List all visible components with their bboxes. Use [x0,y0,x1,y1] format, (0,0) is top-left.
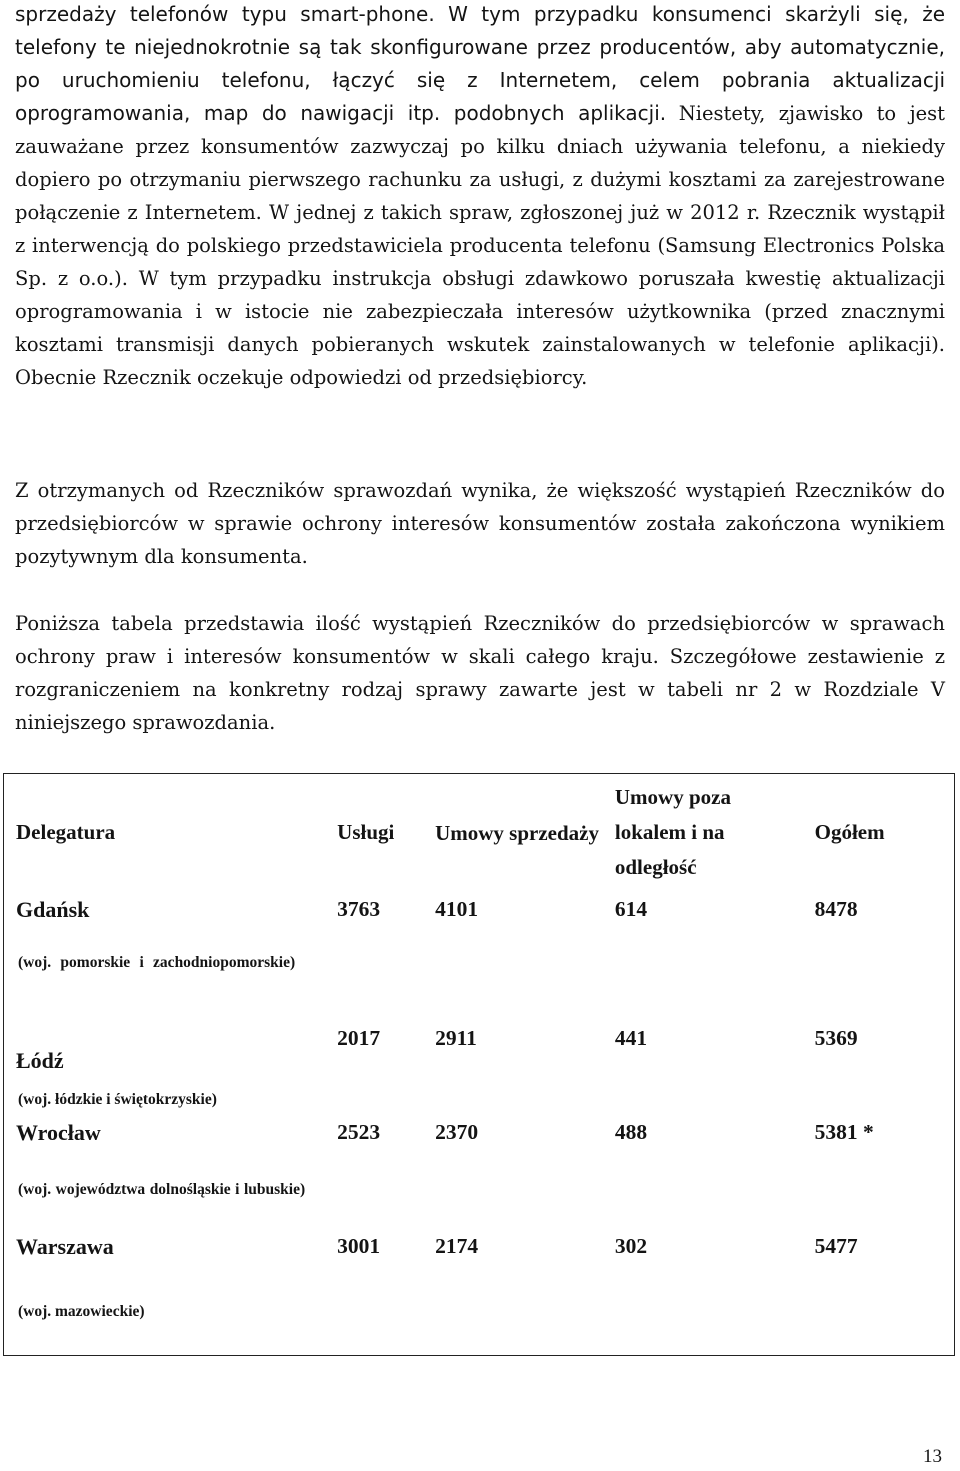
table-row [4,892,955,928]
delegatura-table [3,773,955,1356]
paragraph-smartphone-complaints [15,0,945,394]
paragraph-table-intro: Poniższa tabela przedstawia ilość wystąpień Rzeczników do przedsiębiorców w sprawach ochrony praw i interesów konsumentów w skali całego kraju. Szczegółowe zestawienie z rozgraniczeniem na konkretny rodzaj sprawy zawarte jest w tabeli nr 2 w Rozdziale V niniejszego sprawozdania. [15,612,945,734]
table-row-region [4,928,955,998]
cell-ogolem: 5381 * [814,1120,874,1144]
cell-umowy-poza-lokalem: 614 [614,897,648,921]
row-city: Wrocław [16,1119,101,1145]
header-uslugi: Usługi [337,820,395,845]
cell-umowy-poza-lokalem: 488 [614,1120,648,1144]
cell-ogolem: 5369 [814,1026,858,1050]
table-row [4,1112,955,1154]
cell-umowy-poza-lokalem: 302 [614,1234,648,1258]
cell-ogolem: 5477 [814,1234,858,1258]
page-number: 13 [923,1446,942,1467]
cell-umowy-sprzedazy: 4101 [435,897,479,921]
header-umowy-poza-lokalem: Umowy poza lokalem i na odległość [614,785,731,880]
row-region: (woj. łódzkie i świętokrzyskie) [18,1090,217,1108]
cell-ogolem: 8478 [814,897,858,921]
table-row-region [4,1268,955,1356]
table-header-row [4,774,955,892]
cell-uslugi: 2523 [337,1120,381,1144]
cell-uslugi: 3001 [337,1234,381,1258]
cell-umowy-poza-lokalem: 441 [614,1026,648,1050]
row-city: Warszawa [16,1233,114,1259]
header-umowy-sprzedazy: Umowy sprzedaży [435,820,599,845]
header-delegatura: Delegatura [16,820,116,845]
row-city: Łódź [16,1047,64,1073]
cell-umowy-sprzedazy: 2370 [435,1120,479,1144]
table-row [4,998,955,1080]
cell-umowy-sprzedazy: 2174 [435,1234,479,1258]
table-row-region [4,1080,955,1112]
paragraph-part-serif: Niestety, zjawisko to jest zauważane przez konsumentów zazwyczaj po kilku dniach używania telefonu, a niekiedy dopiero po otrzymaniu pierwszego rachunku za usługi, z dużymi kosztami za zarejestrowane połączenie z Internetem. W jednej z takich spraw, zgłoszonej już w 2012 r. Rzecznik wystąpił z interwencją do polskiego przedstawiciela producenta telefonu (Samsung Electronics Polska Sp. z o.o.). W tym przypadku instrukcja obsługi zdawkowo poruszała kwestię aktualizacji oprogramowania i w istocie nie zabezpieczała interesów użytkownika (przed znacznymi kosztami transmisji danych pobieranych wskutek zainstalowanych w telefonie aplikacji). Obecnie Rzecznik oczekuje odpowiedzi od przedsiębiorcy. [15,102,945,389]
row-city: Gdańsk [16,896,90,922]
row-region: (woj. województwa dolnośląskie i lubuskie) [18,1181,306,1198]
row-region: (woj. pomorskie i zachodniopomorskie) [18,954,296,971]
paragraph-part-sans: sprzedaży telefonów typu smart-phone. W tym przypadku konsumenci skarżyli się, że telefony te niejednokrotnie są tak skonfigurowane przez producentów, aby automatycznie, po uruchomieniu telefonu, łączyć się z Internetem, celem pobrania aktualizacji oprogramowania, map do nawigacji itp. podobnych aplikacji. [15,2,945,125]
header-ogolem: Ogółem [814,820,885,845]
table-row-region [4,1154,955,1226]
cell-uslugi: 2017 [337,1026,381,1050]
row-region: (woj. mazowieckie) [18,1302,145,1320]
table-row [4,1226,955,1268]
cell-umowy-sprzedazy: 2911 [435,1026,477,1050]
paragraph-summary: Z otrzymanych od Rzeczników sprawozdań wynika, że większość wystąpień Rzeczników do przedsiębiorców w sprawie ochrony interesów konsumentów została zakończona wynikiem pozytywnym dla konsumenta. [15,479,945,568]
cell-uslugi: 3763 [337,897,381,921]
